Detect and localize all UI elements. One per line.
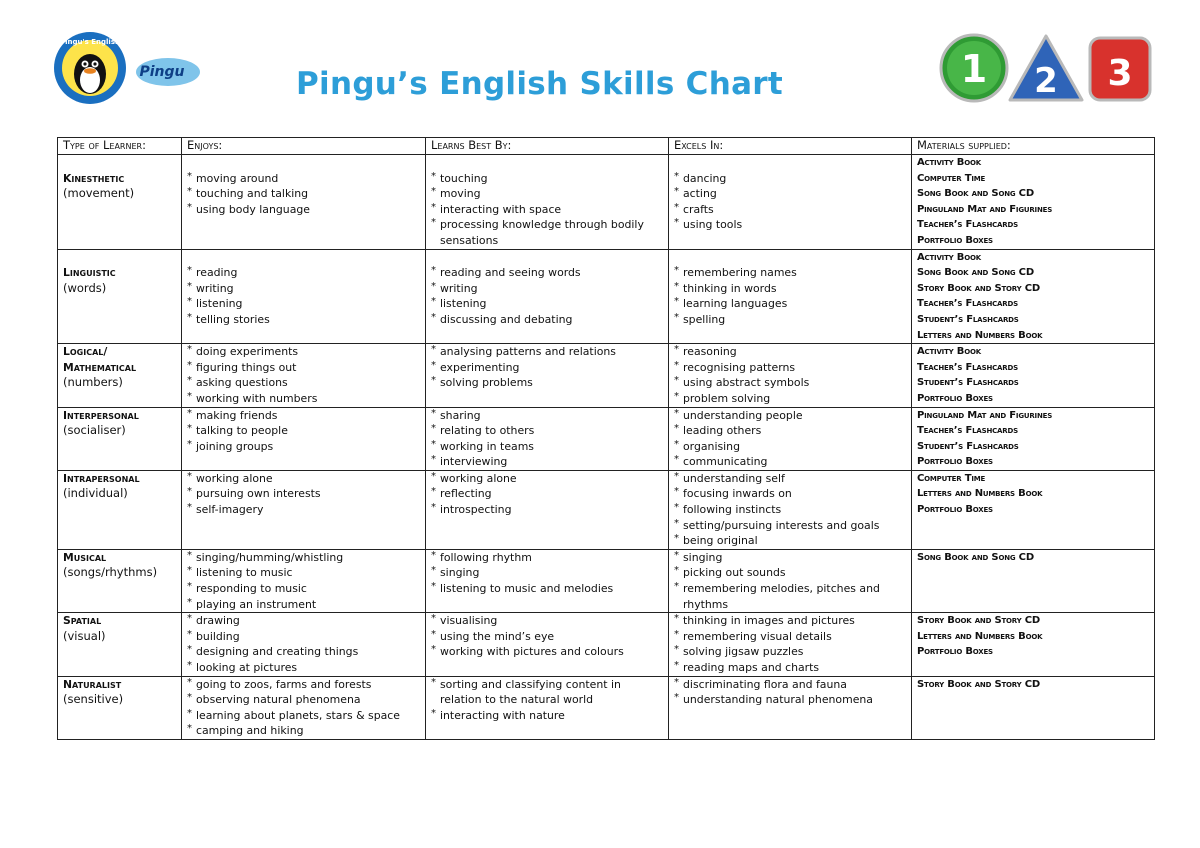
header-materials: Materials supplied: bbox=[912, 138, 1155, 155]
list-item: * processing knowledge through bodily sensations bbox=[431, 217, 664, 248]
table-row bbox=[58, 407, 1155, 470]
badge-one-icon bbox=[941, 35, 1007, 101]
enjoys-list bbox=[187, 171, 421, 218]
learner-type-name: Kinesthetic bbox=[63, 171, 125, 185]
material-item: Song Book and Song CD bbox=[917, 551, 1034, 563]
list-item: * visualising bbox=[431, 613, 664, 629]
list-item: * learning about planets, stars & space bbox=[187, 708, 421, 724]
material-item: Portfolio Boxes bbox=[917, 504, 993, 516]
list-item: * experimenting bbox=[431, 360, 664, 376]
learner-type-name: Logical/ Mathematical bbox=[63, 345, 137, 374]
list-item: * organising bbox=[674, 439, 907, 455]
material-item: Student’s Flashcards bbox=[917, 440, 1019, 452]
material-item: Teacher’s Flashcards bbox=[917, 298, 1018, 310]
header-enjoys: Enjoys: bbox=[182, 138, 426, 155]
list-item: * writing bbox=[431, 281, 664, 297]
excels-list bbox=[674, 265, 907, 327]
learner-type-cell bbox=[58, 249, 182, 344]
learns-cell bbox=[426, 155, 669, 250]
material-item: Letters and Numbers Book bbox=[917, 630, 1043, 642]
page-header bbox=[0, 0, 1200, 130]
learner-type-cell bbox=[58, 613, 182, 676]
material-item: Teacher’s Flashcards bbox=[917, 361, 1018, 373]
list-item: * playing an instrument bbox=[187, 597, 421, 613]
learner-type-subtitle: (songs/rhythms) bbox=[63, 565, 158, 580]
learner-type-name: Intrapersonal bbox=[63, 471, 140, 485]
materials-cell bbox=[912, 676, 1155, 739]
list-item: * telling stories bbox=[187, 312, 421, 328]
badge-three-label: 3 bbox=[1107, 53, 1133, 94]
list-item: * remembering melodies, pitches and rhythms bbox=[674, 581, 907, 612]
learner-type-subtitle: (movement) bbox=[63, 186, 135, 201]
list-item: * picking out sounds bbox=[674, 565, 907, 581]
learner-type-cell bbox=[58, 155, 182, 250]
list-item: * interacting with space bbox=[431, 202, 664, 218]
learns-cell bbox=[426, 676, 669, 739]
table-row bbox=[58, 249, 1155, 344]
table-row bbox=[58, 470, 1155, 549]
learns-cell bbox=[426, 407, 669, 470]
header-excels: Excels In: bbox=[669, 138, 912, 155]
list-item: * communicating bbox=[674, 454, 907, 470]
material-item: Story Book and Story CD bbox=[917, 615, 1041, 627]
materials-list bbox=[917, 408, 1150, 470]
learns-list bbox=[431, 408, 664, 470]
learner-type-cell bbox=[58, 344, 182, 407]
material-item: Song Book and Song CD bbox=[917, 267, 1034, 279]
excels-cell bbox=[669, 155, 912, 250]
material-item: Pinguland Mat and Figurines bbox=[917, 203, 1053, 215]
list-item: * building bbox=[187, 629, 421, 645]
excels-list bbox=[674, 408, 907, 470]
excels-cell bbox=[669, 470, 912, 549]
materials-list bbox=[917, 471, 1150, 518]
materials-cell bbox=[912, 249, 1155, 344]
learns-list bbox=[431, 550, 664, 597]
excels-cell bbox=[669, 676, 912, 739]
list-item: * using abstract symbols bbox=[674, 375, 907, 391]
enjoys-cell bbox=[182, 613, 426, 676]
learner-type-cell bbox=[58, 470, 182, 549]
learner-type-cell bbox=[58, 676, 182, 739]
badge-three-icon bbox=[1090, 38, 1150, 100]
list-item: * spelling bbox=[674, 312, 907, 328]
learns-list bbox=[431, 613, 664, 660]
list-item: * using tools bbox=[674, 217, 907, 233]
materials-list bbox=[917, 550, 1150, 566]
materials-cell bbox=[912, 549, 1155, 612]
materials-list bbox=[917, 155, 1150, 249]
list-item: * reasoning bbox=[674, 344, 907, 360]
list-item: * solving jigsaw puzzles bbox=[674, 644, 907, 660]
list-item: * following rhythm bbox=[431, 550, 664, 566]
list-item: * camping and hiking bbox=[187, 723, 421, 739]
list-item: * responding to music bbox=[187, 581, 421, 597]
material-item: Portfolio Boxes bbox=[917, 234, 993, 246]
materials-list bbox=[917, 344, 1150, 406]
learner-type-subtitle: (numbers) bbox=[63, 375, 123, 390]
learner-type-cell bbox=[58, 549, 182, 612]
material-item: Computer Time bbox=[917, 172, 986, 184]
enjoys-cell bbox=[182, 549, 426, 612]
material-item: Portfolio Boxes bbox=[917, 392, 993, 404]
materials-cell bbox=[912, 613, 1155, 676]
list-item: * designing and creating things bbox=[187, 644, 421, 660]
list-item: * reading maps and charts bbox=[674, 660, 907, 676]
list-item: * moving bbox=[431, 186, 664, 202]
learns-cell bbox=[426, 549, 669, 612]
material-item: Activity Book bbox=[917, 346, 981, 358]
list-item: * talking to people bbox=[187, 423, 421, 439]
list-item: * thinking in images and pictures bbox=[674, 613, 907, 629]
material-item: Student’s Flashcards bbox=[917, 377, 1019, 389]
list-item: * introspecting bbox=[431, 502, 664, 518]
list-item: * discriminating flora and fauna bbox=[674, 677, 907, 693]
list-item: * listening bbox=[187, 296, 421, 312]
list-item: * drawing bbox=[187, 613, 421, 629]
list-item: * using the mind’s eye bbox=[431, 629, 664, 645]
learner-type-subtitle: (visual) bbox=[63, 628, 106, 643]
enjoys-cell bbox=[182, 344, 426, 407]
excels-cell bbox=[669, 613, 912, 676]
materials-cell bbox=[912, 470, 1155, 549]
material-item: Computer Time bbox=[917, 472, 986, 484]
enjoys-list bbox=[187, 344, 421, 406]
number-badges bbox=[938, 30, 1154, 106]
list-item: * using body language bbox=[187, 202, 421, 218]
badge-two-label: 2 bbox=[1034, 61, 1058, 101]
list-item: * relating to others bbox=[431, 423, 664, 439]
materials-list bbox=[917, 613, 1150, 660]
header-learns: Learns Best By: bbox=[426, 138, 669, 155]
list-item: * focusing inwards on bbox=[674, 486, 907, 502]
learner-type-subtitle: (sensitive) bbox=[63, 692, 124, 707]
enjoys-list bbox=[187, 408, 421, 455]
materials-list bbox=[917, 677, 1150, 693]
list-item: * thinking in words bbox=[674, 281, 907, 297]
learns-list bbox=[431, 677, 664, 724]
material-item: Teacher’s Flashcards bbox=[917, 425, 1018, 437]
list-item: * remembering visual details bbox=[674, 629, 907, 645]
list-item: * sharing bbox=[431, 408, 664, 424]
enjoys-list bbox=[187, 265, 421, 327]
list-item: * listening bbox=[431, 296, 664, 312]
list-item: * discussing and debating bbox=[431, 312, 664, 328]
materials-cell bbox=[912, 344, 1155, 407]
list-item: * looking at pictures bbox=[187, 660, 421, 676]
logo-left-text: Pingu's English bbox=[60, 38, 120, 46]
list-item: * moving around bbox=[187, 171, 421, 187]
list-item: * reading and seeing words bbox=[431, 265, 664, 281]
excels-list bbox=[674, 471, 907, 549]
learns-list bbox=[431, 471, 664, 518]
learner-type-subtitle: (socialiser) bbox=[63, 423, 126, 438]
learns-cell bbox=[426, 613, 669, 676]
list-item: * joining groups bbox=[187, 439, 421, 455]
list-item: * following instincts bbox=[674, 502, 907, 518]
material-item: Letters and Numbers Book bbox=[917, 488, 1043, 500]
list-item: * reflecting bbox=[431, 486, 664, 502]
enjoys-list bbox=[187, 677, 421, 739]
enjoys-cell bbox=[182, 470, 426, 549]
list-item: * working with numbers bbox=[187, 391, 421, 407]
list-item: * touching bbox=[431, 171, 664, 187]
list-item: * understanding people bbox=[674, 408, 907, 424]
list-item: * listening to music and melodies bbox=[431, 581, 664, 597]
materials-list bbox=[917, 250, 1150, 344]
badge-two-icon bbox=[1010, 36, 1082, 101]
list-item: * recognising patterns bbox=[674, 360, 907, 376]
list-item: * working alone bbox=[187, 471, 421, 487]
material-item: Letters and Numbers Book bbox=[917, 329, 1043, 341]
list-item: * sorting and classifying content in relation to the natural world bbox=[431, 677, 664, 708]
list-item: * singing bbox=[431, 565, 664, 581]
table-row bbox=[58, 549, 1155, 612]
material-item: Story Book and Story CD bbox=[917, 678, 1041, 690]
list-item: * asking questions bbox=[187, 375, 421, 391]
learns-list bbox=[431, 265, 664, 327]
learner-type-name: Interpersonal bbox=[63, 408, 139, 422]
learner-type-name: Spatial bbox=[63, 614, 102, 628]
excels-list bbox=[674, 171, 907, 233]
enjoys-list bbox=[187, 550, 421, 612]
learner-type-subtitle: (words) bbox=[63, 280, 107, 295]
learner-type-name: Naturalist bbox=[63, 677, 122, 691]
excels-list bbox=[674, 550, 907, 612]
material-item: Story Book and Story CD bbox=[917, 282, 1041, 294]
list-item: * working in teams bbox=[431, 439, 664, 455]
list-item: * learning languages bbox=[674, 296, 907, 312]
table-body bbox=[58, 155, 1155, 740]
logo-right-text: Pingu bbox=[139, 64, 185, 80]
list-item: * crafts bbox=[674, 202, 907, 218]
list-item: * working alone bbox=[431, 471, 664, 487]
list-item: * singing/humming/whistling bbox=[187, 550, 421, 566]
excels-cell bbox=[669, 407, 912, 470]
excels-cell bbox=[669, 549, 912, 612]
list-item: * understanding natural phenomena bbox=[674, 692, 907, 708]
table-header-row bbox=[58, 138, 1155, 155]
learns-cell bbox=[426, 470, 669, 549]
learner-type-cell bbox=[58, 407, 182, 470]
material-item: Portfolio Boxes bbox=[917, 646, 993, 658]
page-title: Pingu’s English Skills Chart bbox=[296, 66, 784, 102]
list-item: * writing bbox=[187, 281, 421, 297]
pingu-logo-icon bbox=[52, 30, 212, 110]
list-item: * doing experiments bbox=[187, 344, 421, 360]
list-item: * reading bbox=[187, 265, 421, 281]
list-item: * going to zoos, farms and forests bbox=[187, 677, 421, 693]
list-item: * dancing bbox=[674, 171, 907, 187]
material-item: Activity Book bbox=[917, 157, 981, 168]
material-item: Teacher’s Flashcards bbox=[917, 219, 1018, 231]
table-row bbox=[58, 613, 1155, 676]
materials-cell bbox=[912, 155, 1155, 250]
enjoys-cell bbox=[182, 249, 426, 344]
list-item: * understanding self bbox=[674, 471, 907, 487]
learner-type-name: Musical bbox=[63, 550, 107, 564]
list-item: * making friends bbox=[187, 408, 421, 424]
list-item: * singing bbox=[674, 550, 907, 566]
list-item: * being original bbox=[674, 533, 907, 549]
list-item: * touching and talking bbox=[187, 186, 421, 202]
list-item: * listening to music bbox=[187, 565, 421, 581]
table-row bbox=[58, 155, 1155, 250]
list-item: * pursuing own interests bbox=[187, 486, 421, 502]
table-row bbox=[58, 344, 1155, 407]
learns-cell bbox=[426, 344, 669, 407]
excels-list bbox=[674, 677, 907, 708]
material-item: Activity Book bbox=[917, 251, 981, 263]
excels-list bbox=[674, 613, 907, 675]
excels-cell bbox=[669, 249, 912, 344]
list-item: * interacting with nature bbox=[431, 708, 664, 724]
enjoys-list bbox=[187, 613, 421, 675]
learns-cell bbox=[426, 249, 669, 344]
enjoys-cell bbox=[182, 407, 426, 470]
learns-list bbox=[431, 344, 664, 391]
list-item: * analysing patterns and relations bbox=[431, 344, 664, 360]
material-item: Pinguland Mat and Figurines bbox=[917, 409, 1053, 421]
enjoys-cell bbox=[182, 155, 426, 250]
list-item: * observing natural phenomena bbox=[187, 692, 421, 708]
list-item: * setting/pursuing interests and goals bbox=[674, 518, 907, 534]
list-item: * interviewing bbox=[431, 454, 664, 470]
material-item: Song Book and Song CD bbox=[917, 188, 1034, 200]
list-item: * remembering names bbox=[674, 265, 907, 281]
table-row bbox=[58, 676, 1155, 739]
list-item: * leading others bbox=[674, 423, 907, 439]
list-item: * solving problems bbox=[431, 375, 664, 391]
learner-type-subtitle: (individual) bbox=[63, 486, 128, 501]
badge-one-label: 1 bbox=[960, 47, 988, 91]
list-item: * self-imagery bbox=[187, 502, 421, 518]
skills-table bbox=[57, 137, 1155, 740]
list-item: * acting bbox=[674, 186, 907, 202]
excels-cell bbox=[669, 344, 912, 407]
enjoys-list bbox=[187, 471, 421, 518]
header-type: Type of Learner: bbox=[58, 138, 182, 155]
learns-list bbox=[431, 171, 664, 249]
excels-list bbox=[674, 344, 907, 406]
material-item: Student’s Flashcards bbox=[917, 313, 1019, 325]
list-item: * figuring things out bbox=[187, 360, 421, 376]
learner-type-name: Linguistic bbox=[63, 266, 116, 280]
list-item: * working with pictures and colours bbox=[431, 644, 664, 660]
list-item: * problem solving bbox=[674, 391, 907, 407]
enjoys-cell bbox=[182, 676, 426, 739]
materials-cell bbox=[912, 407, 1155, 470]
material-item: Portfolio Boxes bbox=[917, 456, 993, 468]
